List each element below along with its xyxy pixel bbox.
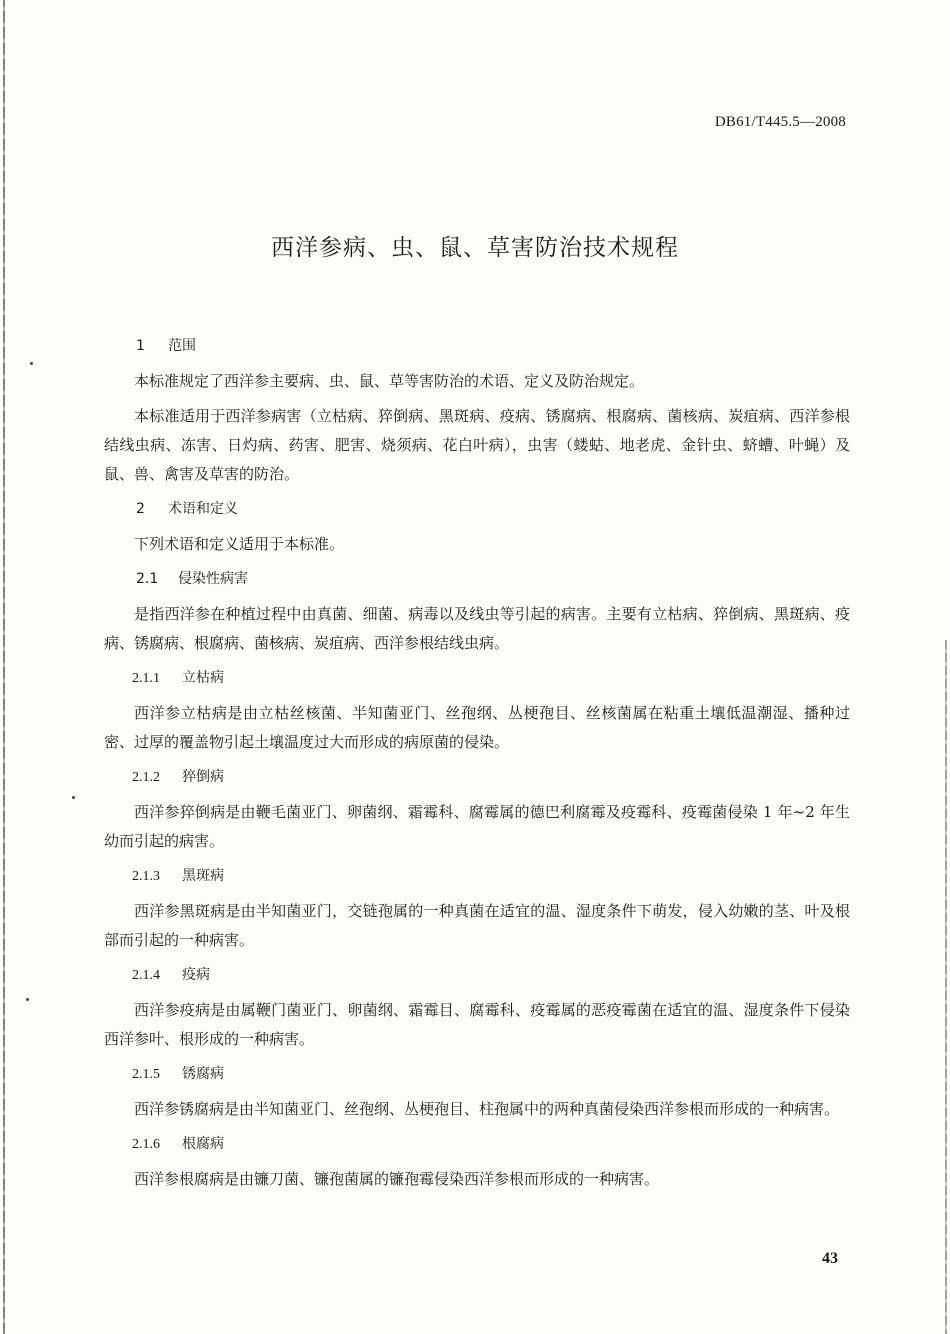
scan-speck bbox=[26, 998, 29, 1001]
scan-edge-right bbox=[945, 640, 947, 1334]
subsection-number: 2.1.6 bbox=[132, 1137, 160, 1152]
document-body bbox=[104, 326, 850, 1200]
subsection-title: 猝倒病 bbox=[182, 769, 224, 785]
subsection-title: 疫病 bbox=[182, 967, 210, 983]
subsection-title: 黑斑病 bbox=[182, 868, 224, 884]
subsection-title: 锈腐病 bbox=[182, 1066, 224, 1082]
section-title: 范围 bbox=[168, 338, 196, 354]
subsection-heading bbox=[104, 1060, 850, 1089]
section-heading-infectious bbox=[104, 565, 850, 594]
subsection-heading bbox=[104, 1130, 850, 1159]
paragraph: 本标准适用于西洋参病害（立枯病、猝倒病、黑斑病、疫病、锈腐病、根腐病、菌核病、炭疽病、西洋参根结线虫病、冻害、日灼病、药害、肥害、烧须病、花白叶病），虫害（蝼蛄、地老虎、金针虫、蛴螬、叶蝇）及鼠、兽、禽害及草害的防治。 bbox=[104, 407, 850, 483]
document-title: 西洋参病、虫、鼠、草害防治技术规程 bbox=[271, 235, 679, 261]
section-number: 1 bbox=[136, 338, 145, 354]
subsection-title: 立枯病 bbox=[182, 670, 224, 686]
section-heading-terms bbox=[104, 495, 850, 524]
paragraph: 西洋参根腐病是由镰刀菌、镰孢菌属的镰孢霉侵染西洋参根而形成的一种病害。 bbox=[134, 1170, 660, 1188]
subsection-heading bbox=[104, 664, 850, 693]
paragraph: 西洋参立枯病是由立枯丝核菌、半知菌亚门、丝孢纲、丛梗孢目、丝核菌属在粘重土壤低温潮湿、播种过密、过厚的覆盖物引起土壤温度过大而形成的病原菌的侵染。 bbox=[104, 704, 850, 751]
paragraph: 西洋参锈腐病是由半知菌亚门、丝孢纲、丛梗孢目、柱孢属中的两种真菌侵染西洋参根而形成的一种病害。 bbox=[134, 1100, 840, 1118]
subsection-heading bbox=[104, 961, 850, 990]
section-number: 2 bbox=[136, 501, 145, 517]
paragraph: 下列术语和定义适用于本标准。 bbox=[134, 535, 345, 553]
paragraph: 西洋参疫病是由属鞭门菌亚门、卵菌纲、霜霉目、腐霉科、疫霉属的恶疫霉菌在适宜的温、湿度条件下侵染西洋参叶、根形成的一种病害。 bbox=[104, 1001, 850, 1048]
scan-edge-left bbox=[3, 0, 5, 1334]
scan-speck bbox=[72, 796, 75, 799]
paragraph: 西洋参猝倒病是由鞭毛菌亚门、卵菌纲、霜霉科、腐霉属的德巴利腐霉及疫霉科、疫霉菌侵染 1 年~2 年生幼而引起的病害。 bbox=[104, 803, 850, 850]
section-heading-scope bbox=[104, 332, 850, 361]
section-title: 术语和定义 bbox=[168, 501, 238, 517]
paragraph: 是指西洋参在种植过程中由真菌、细菌、病毒以及线虫等引起的病害。主要有立枯病、猝倒病、黑斑病、疫病、锈腐病、根腐病、菌核病、炭疽病、西洋参根结线虫病。 bbox=[104, 605, 850, 652]
standard-code: DB61/T445.5—2008 bbox=[714, 114, 846, 130]
section-number: 2.1 bbox=[136, 571, 159, 587]
section-title: 侵染性病害 bbox=[178, 571, 248, 587]
scan-speck bbox=[30, 362, 33, 365]
paragraph: 本标准规定了西洋参主要病、虫、鼠、草等害防治的术语、定义及防治规定。 bbox=[134, 372, 645, 390]
subsection-heading bbox=[104, 763, 850, 792]
subsection-number: 2.1.2 bbox=[132, 770, 160, 785]
subsection-heading bbox=[104, 862, 850, 891]
subsection-number: 2.1.1 bbox=[132, 671, 160, 686]
paragraph: 西洋参黑斑病是由半知菌亚门，交链孢属的一种真菌在适宜的温、湿度条件下萌发，侵入幼嫩的茎、叶及根部而引起的一种病害。 bbox=[104, 902, 850, 949]
subsection-number: 2.1.3 bbox=[132, 869, 160, 884]
subsection-title: 根腐病 bbox=[182, 1136, 224, 1152]
subsection-number: 2.1.5 bbox=[132, 1067, 160, 1082]
subsection-number: 2.1.4 bbox=[132, 968, 160, 983]
page-number: 43 bbox=[822, 1250, 838, 1267]
